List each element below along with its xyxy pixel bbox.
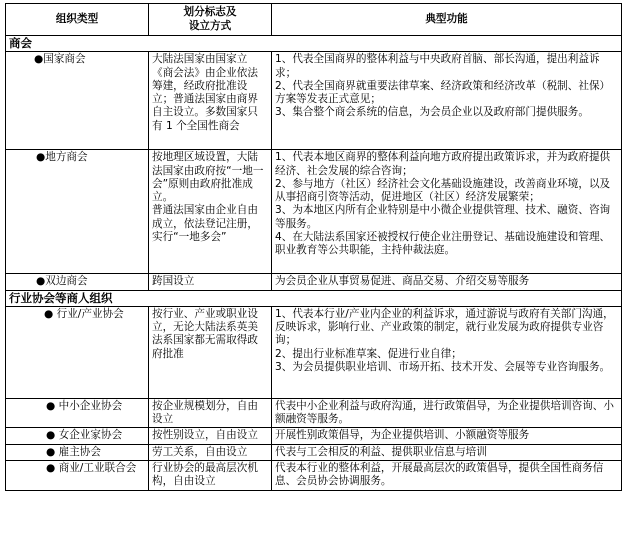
function-item: 2、代表全国商界就重要法律草案、经济政策和经济改革（税制、社保）方案等发表正式意见； xyxy=(275,79,611,106)
table-row xyxy=(6,428,622,444)
criteria-text: 按地理区域设置，大陆法国家由政府按“一地一会”原则由政府批准成立。 xyxy=(152,151,264,204)
section-title: 商会 xyxy=(6,36,622,52)
table-row xyxy=(6,150,622,274)
criteria-cell: 行业协会的最高层次机构，自由设立 xyxy=(149,461,272,491)
function-cell: 代表中小企业利益与政府沟通，进行政策倡导，为企业提供培训咨询、小额融资等服务。 xyxy=(272,398,622,428)
function-item: 3、集合整个商会系统的信息，为会员企业以及政府部门提供服务。 xyxy=(275,106,589,119)
function-cell: 开展性别政策倡导，为企业提供培训、小额融资等服务 xyxy=(272,428,622,444)
function-item: 1、代表本地区商界的整体利益向地方政府提出政策诉求，并为政府提供经济、社会发展的综合咨询； xyxy=(275,151,611,177)
header-criteria xyxy=(149,4,272,36)
table-row xyxy=(6,444,622,460)
header-type: 组织类型 xyxy=(6,4,149,36)
table-row xyxy=(6,274,622,290)
table-row xyxy=(6,52,622,150)
criteria-cell: 劳工关系，自由设立 xyxy=(149,444,272,460)
function-item: 1、代表全国商界的整体利益与中央政府首脑、部长沟通，提出利益诉求； xyxy=(275,53,600,79)
function-cell: 代表与工会相反的利益、提供职业信息与培训 xyxy=(272,444,622,460)
function-item: 1、代表本行业/产业内企业的利益诉求，通过游说与政府有关部门沟通，反映诉求，影响行业、产业政策的制定，就行业发展为政府提供专业咨询； xyxy=(275,307,614,347)
table-row xyxy=(6,461,622,491)
function-item: 2、提出行业标准草案、促进行业自律； xyxy=(275,347,462,360)
function-cell: 为会员企业从事贸易促进、商品交易、介绍交易等服务 xyxy=(272,274,622,290)
table-row xyxy=(6,398,622,428)
criteria-cell: 跨国设立 xyxy=(149,274,272,290)
header-criteria-line1: 划分标志及 xyxy=(183,6,237,19)
criteria-cell: 按企业规模划分，自由设立 xyxy=(149,398,272,428)
org-type-cell: ●地方商会 xyxy=(6,150,149,274)
section-row-association xyxy=(6,290,622,306)
criteria-text: 大陆法国家由国家立《商会法》由企业依法筹建，经政府批准设立；普通法国家由商界自主设立。多数国家只有 1 个全国性商会 xyxy=(152,53,258,132)
function-item: 3、为本地区内所有企业特别是中小微企业提供管理、技术、融资、咨询等服务。 xyxy=(275,204,611,230)
org-type-cell: ● 中小企业协会 xyxy=(6,398,149,428)
header-function: 典型功能 xyxy=(272,4,622,36)
function-item: 4、在大陆法系国家还被授权行使企业注册登记、基础设施建设和管理、职业教育等公共职能，主持仲裁法庭。 xyxy=(275,231,611,257)
function-item: 3、为会员提供职业培训、市场开拓、技术开发、会展等专业咨询服务。 xyxy=(275,361,611,374)
function-cell: 代表本行业的整体利益，开展最高层次的政策倡导，提供全国性商务信息、会员协会协调服务。 xyxy=(272,461,622,491)
criteria-text: 普通法国家由企业自由成立，依法登记注册，实行“一地多会” xyxy=(152,204,258,244)
org-type-cell: ● 雇主协会 xyxy=(6,444,149,460)
criteria-cell: 按性别设立，自由设立 xyxy=(149,428,272,444)
section-row-chamber xyxy=(6,36,622,52)
criteria-cell xyxy=(149,150,272,274)
criteria-cell xyxy=(149,52,272,150)
function-cell xyxy=(272,150,622,274)
org-type-cell: ● 商业/工业联合会 xyxy=(6,461,149,491)
document-table-wrapper xyxy=(5,3,622,491)
header-criteria-line2: 设立方式 xyxy=(188,19,232,32)
org-type-cell: ●国家商会 xyxy=(6,52,149,150)
table-row xyxy=(6,306,622,398)
table-header-row xyxy=(6,4,622,36)
criteria-cell: 按行业、产业或职业设立，无论大陆法系英美法系国家都无需取得政府批准 xyxy=(149,306,272,398)
org-type-cell: ●双边商会 xyxy=(6,274,149,290)
function-cell xyxy=(272,306,622,398)
organization-table xyxy=(5,3,622,491)
function-cell xyxy=(272,52,622,150)
function-item: 2、参与地方（社区）经济社会文化基础设施建设，改善商业环境，以及从事招商引资等活动，促进地区（社区）经济发展繁荣； xyxy=(275,177,611,204)
org-type-cell: ● 女企业家协会 xyxy=(6,428,149,444)
section-title: 行业协会等商人组织 xyxy=(6,290,622,306)
org-type-cell: ● 行业/产业协会 xyxy=(6,306,149,398)
